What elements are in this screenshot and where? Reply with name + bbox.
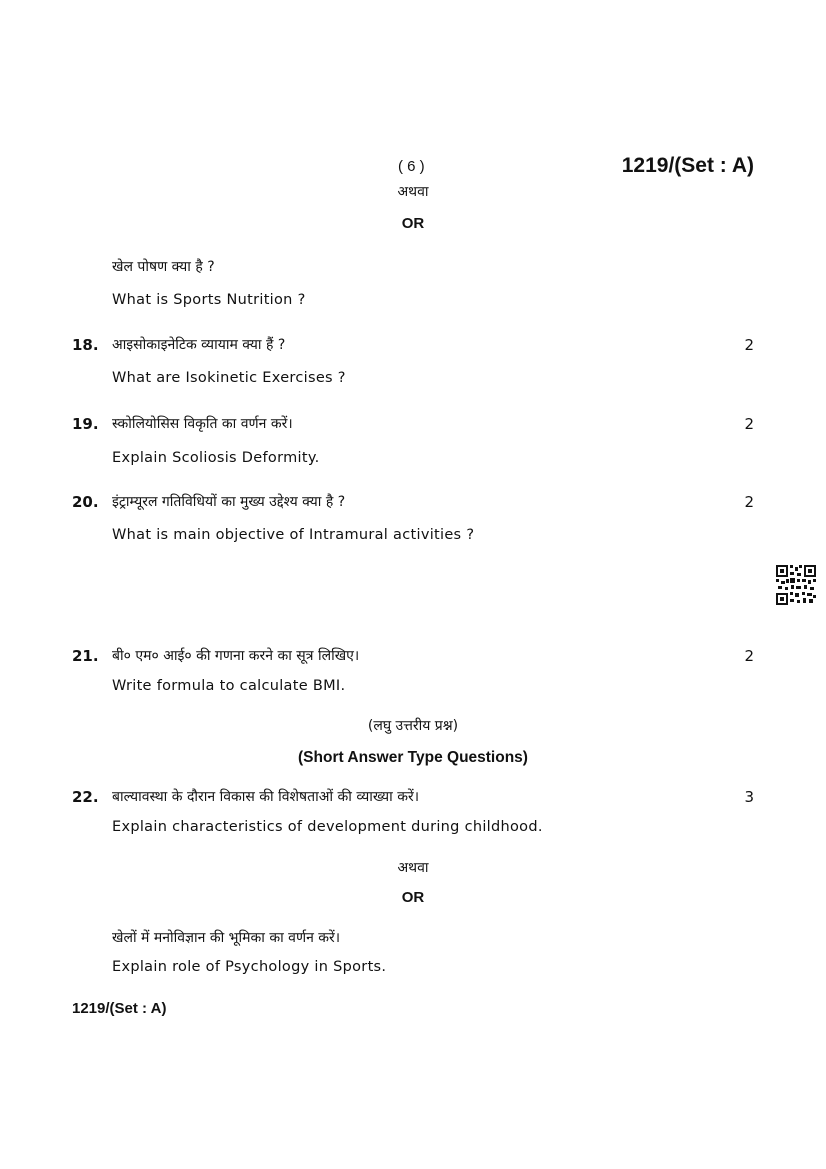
question-marks: 3 xyxy=(744,788,754,806)
question-english: What is main objective of Intramural activities ? xyxy=(112,527,475,543)
qr-code-icon xyxy=(776,565,816,605)
question-number: 18. xyxy=(72,336,99,354)
question-marks: 2 xyxy=(744,493,754,511)
or-question-english: What is Sports Nutrition ? xyxy=(112,292,306,308)
question-hindi: बाल्यावस्था के दौरान विकास की विशेषताओं की व्याख्या करें। xyxy=(112,789,420,805)
question-number: 21. xyxy=(72,647,99,665)
or-question-hindi: खेल पोषण क्या है ? xyxy=(112,259,215,275)
question-hindi: बी० एम० आई० की गणना करने का सूत्र लिखिए। xyxy=(112,648,360,664)
question-marks: 2 xyxy=(744,336,754,354)
question-english: Explain Scoliosis Deformity. xyxy=(112,450,320,466)
or-question-2-hindi: खेलों में मनोविज्ञान की भूमिका का वर्णन करें। xyxy=(112,930,341,946)
page-number: ( 6 ) xyxy=(398,158,425,175)
question-number: 19. xyxy=(72,415,99,433)
section-heading-hindi: (लघु उत्तरीय प्रश्न) xyxy=(367,718,459,734)
question-english: Explain characteristics of development during childhood. xyxy=(112,819,543,835)
or-english-1: OR xyxy=(401,215,425,232)
section-heading-english: (Short Answer Type Questions) xyxy=(298,749,528,766)
question-english: Write formula to calculate BMI. xyxy=(112,678,346,694)
or-hindi-1: अथवा xyxy=(397,184,429,200)
question-marks: 2 xyxy=(744,415,754,433)
question-marks: 2 xyxy=(744,647,754,665)
set-code-header: 1219/(Set : A) xyxy=(621,154,754,177)
question-hindi: आइसोकाइनेटिक व्यायाम क्या हैं ? xyxy=(112,337,286,353)
or-hindi-2: अथवा xyxy=(397,860,429,876)
question-hindi: इंट्राम्यूरल गतिविधियों का मुख्य उद्देश्य क्या है ? xyxy=(112,494,346,510)
question-number: 22. xyxy=(72,788,99,806)
question-number: 20. xyxy=(72,493,99,511)
question-hindi: स्कोलियोसिस विकृति का वर्णन करें। xyxy=(112,416,293,432)
or-english-2: OR xyxy=(401,889,425,906)
set-code-footer: 1219/(Set : A) xyxy=(72,1000,167,1017)
question-english: What are Isokinetic Exercises ? xyxy=(112,370,346,386)
or-question-2-english: Explain role of Psychology in Sports. xyxy=(112,959,387,975)
